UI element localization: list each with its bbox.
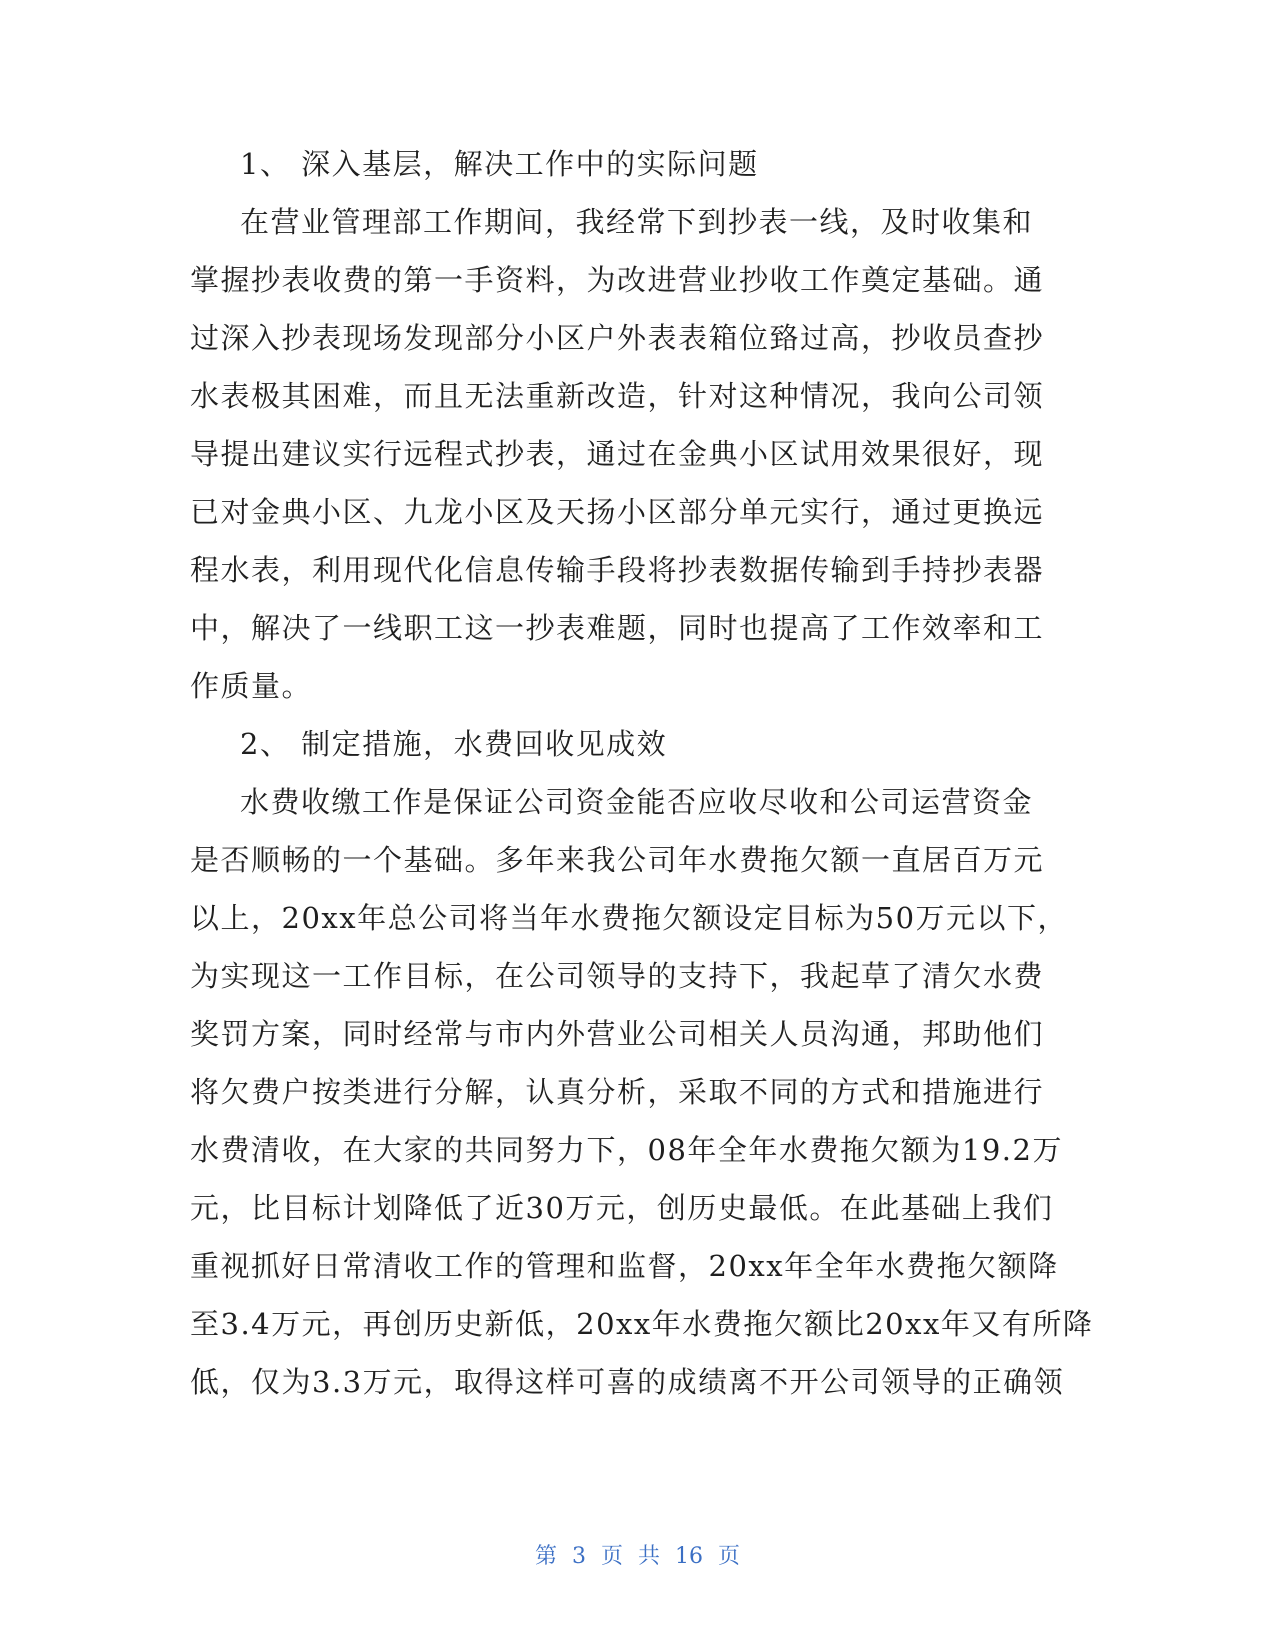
paragraph-line: 将欠费户按类进行分解，认真分析，采取不同的方式和措施进行 bbox=[190, 1075, 1045, 1109]
paragraph-line: 低，仅为3.3万元，取得这样可喜的成绩离不开公司领导的正确领 bbox=[190, 1365, 1065, 1399]
heading-2: 2、 制定措施，水费回收见成效 bbox=[240, 727, 668, 761]
footer-page-number: 3 bbox=[571, 1544, 586, 1569]
paragraph-line: 掌握抄表收费的第一手资料，为改进营业抄收工作奠定基础。通 bbox=[190, 263, 1045, 297]
footer-total-prefix: 共 bbox=[638, 1544, 661, 1569]
paragraph-line: 过深入抄表现场发现部分小区户外表表箱位臵过高，抄收员查抄 bbox=[190, 321, 1045, 355]
paragraph-line: 中，解决了一线职工这一抄表难题，同时也提高了工作效率和工 bbox=[190, 611, 1045, 645]
footer-total-unit: 页 bbox=[718, 1544, 741, 1569]
paragraph-line: 至3.4万元，再创历史新低，20xx年水费拖欠额比20xx年又有所降 bbox=[190, 1307, 1094, 1341]
paragraph-line: 作质量。 bbox=[190, 669, 313, 703]
paragraph-line: 导提出建议实行远程式抄表，通过在金典小区试用效果很好，现 bbox=[190, 437, 1045, 471]
paragraph-line: 水表极其困难，而且无法重新改造，针对这种情况，我向公司领 bbox=[190, 379, 1045, 413]
footer-total-pages: 16 bbox=[675, 1544, 704, 1569]
paragraph-line: 是否顺畅的一个基础。多年来我公司年水费拖欠额一直居百万元 bbox=[190, 843, 1045, 877]
paragraph-line: 以上，20xx年总公司将当年水费拖欠额设定目标为50万元以下， bbox=[190, 901, 1069, 935]
page-footer bbox=[0, 1542, 1275, 1572]
paragraph-line: 奖罚方案，同时经常与市内外营业公司相关人员沟通，邦助他们 bbox=[190, 1017, 1045, 1051]
paragraph-line: 在营业管理部工作期间，我经常下到抄表一线，及时收集和 bbox=[240, 205, 1034, 239]
paragraph-line: 水费收缴工作是保证公司资金能否应收尽收和公司运营资金 bbox=[240, 785, 1034, 819]
paragraph-line: 重视抓好日常清收工作的管理和监督，20xx年全年水费拖欠额降 bbox=[190, 1249, 1059, 1283]
paragraph-line: 已对金典小区、九龙小区及天扬小区部分单元实行，通过更换远 bbox=[190, 495, 1045, 529]
paragraph-line: 水费清收，在大家的共同努力下，08年全年水费拖欠额为19.2万 bbox=[190, 1133, 1063, 1167]
footer-page-unit: 页 bbox=[600, 1544, 623, 1569]
paragraph-line: 程水表，利用现代化信息传输手段将抄表数据传输到手持抄表器 bbox=[190, 553, 1045, 587]
heading-1: 1、 深入基层，解决工作中的实际问题 bbox=[240, 147, 759, 181]
paragraph-line: 为实现这一工作目标，在公司领导的支持下，我起草了清欠水费 bbox=[190, 959, 1045, 993]
footer-prefix: 第 bbox=[534, 1544, 557, 1569]
paragraph-line: 元，比目标计划降低了近30万元，创历史最低。在此基础上我们 bbox=[190, 1191, 1054, 1225]
